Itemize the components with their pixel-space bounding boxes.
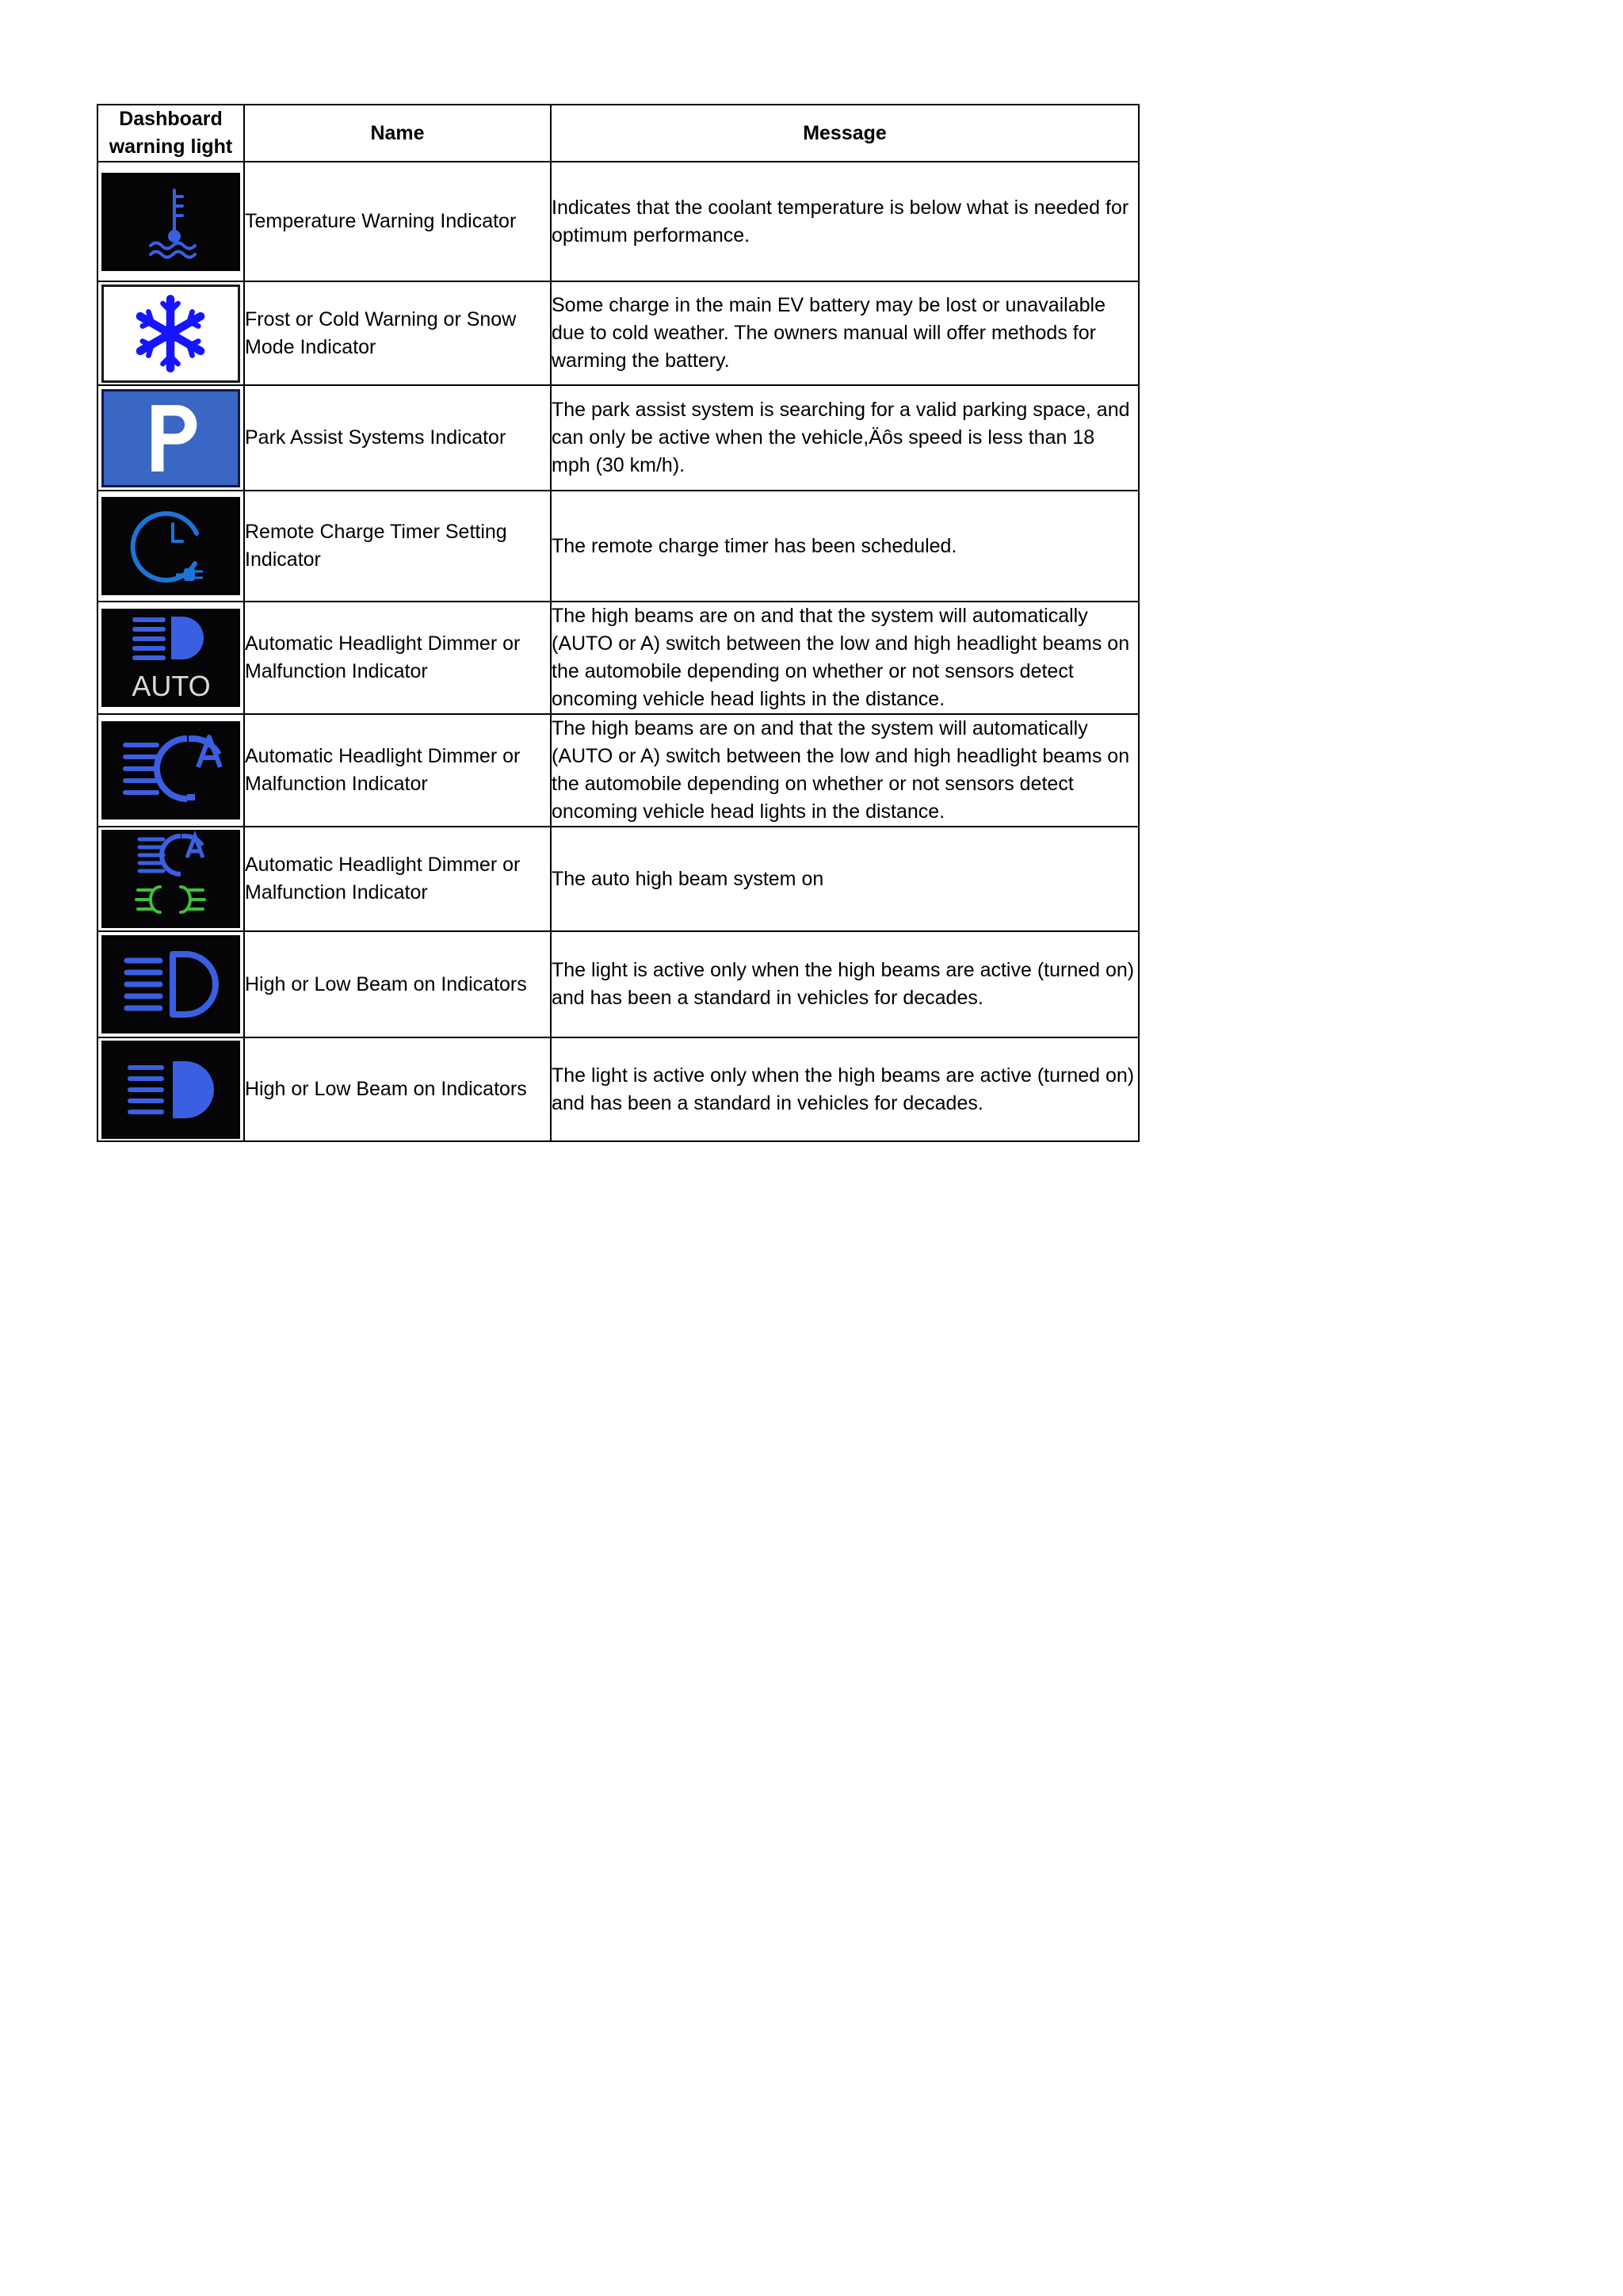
- icon-cell: [97, 931, 244, 1037]
- row-message: The park assist system is searching for a valid parking space, and can only be active when the vehicle,Äôs speed is less than 18 mph (30 km/h).: [551, 385, 1139, 491]
- snowflake-icon: [101, 285, 240, 383]
- row-name: Remote Charge Timer Setting Indicator: [244, 491, 551, 602]
- auto-high-beam-a-icon: [101, 721, 240, 819]
- table-row: [97, 281, 1139, 385]
- icon-cell: [97, 281, 244, 385]
- row-name: Frost or Cold Warning or Snow Mode Indicator: [244, 281, 551, 385]
- header-message: Message: [551, 105, 1139, 162]
- icon-cell: [97, 162, 244, 281]
- row-name: High or Low Beam on Indicators: [244, 1037, 551, 1141]
- row-message: Some charge in the main EV battery may be lost or unavailable due to cold weather. The owners manual will offer methods for warming the battery.: [551, 281, 1139, 385]
- park-assist-icon: [101, 389, 240, 487]
- table-row: [97, 827, 1139, 931]
- icon-cell: [97, 714, 244, 827]
- header-name: Name: [244, 105, 551, 162]
- table-row: [97, 385, 1139, 491]
- row-message: The light is active only when the high beams are active (turned on) and has been a standard in vehicles for decades.: [551, 1037, 1139, 1141]
- table-row: [97, 714, 1139, 827]
- row-message: Indicates that the coolant temperature is below what is needed for optimum performance.: [551, 162, 1139, 281]
- auto-high-beam-on-icon: [101, 830, 240, 928]
- high-beam-filled-icon: [101, 1041, 240, 1139]
- row-name: Automatic Headlight Dimmer or Malfunction Indicator: [244, 714, 551, 827]
- row-name: Automatic Headlight Dimmer or Malfunction Indicator: [244, 827, 551, 931]
- row-message: The auto high beam system on: [551, 827, 1139, 931]
- icon-cell: [97, 1037, 244, 1141]
- table-row: [97, 931, 1139, 1037]
- icon-cell: [97, 827, 244, 931]
- high-beam-outline-icon: [101, 935, 240, 1033]
- row-name: High or Low Beam on Indicators: [244, 931, 551, 1037]
- auto-headlight-icon: [101, 609, 240, 707]
- row-name: Temperature Warning Indicator: [244, 162, 551, 281]
- row-message: The light is active only when the high beams are active (turned on) and has been a standard in vehicles for decades.: [551, 931, 1139, 1037]
- row-message: The remote charge timer has been scheduled.: [551, 491, 1139, 602]
- table-row: [97, 162, 1139, 281]
- header-dashboard-warning-light: Dashboard warning light: [97, 105, 244, 162]
- icon-cell: [97, 602, 244, 714]
- table-row: [97, 602, 1139, 714]
- auto-label: AUTO: [132, 670, 211, 702]
- table-header-row: [97, 105, 1139, 162]
- table-row: [97, 491, 1139, 602]
- row-name: Automatic Headlight Dimmer or Malfunction Indicator: [244, 602, 551, 714]
- row-message: The high beams are on and that the system will automatically (AUTO or A) switch between the low and high headlight beams on the automobile depending on whether or not sensors detect oncoming vehicle head lights in the distance.: [551, 602, 1139, 714]
- table-row: [97, 1037, 1139, 1141]
- icon-cell: [97, 385, 244, 491]
- row-name: Park Assist Systems Indicator: [244, 385, 551, 491]
- row-message: The high beams are on and that the system will automatically (AUTO or A) switch between the low and high headlight beams on the automobile depending on whether or not sensors detect oncoming vehicle head lights in the distance.: [551, 714, 1139, 827]
- icon-cell: [97, 491, 244, 602]
- coolant-temperature-low-icon: [101, 173, 240, 271]
- remote-charge-timer-icon: [101, 497, 240, 595]
- warning-lights-table: [97, 104, 1140, 1142]
